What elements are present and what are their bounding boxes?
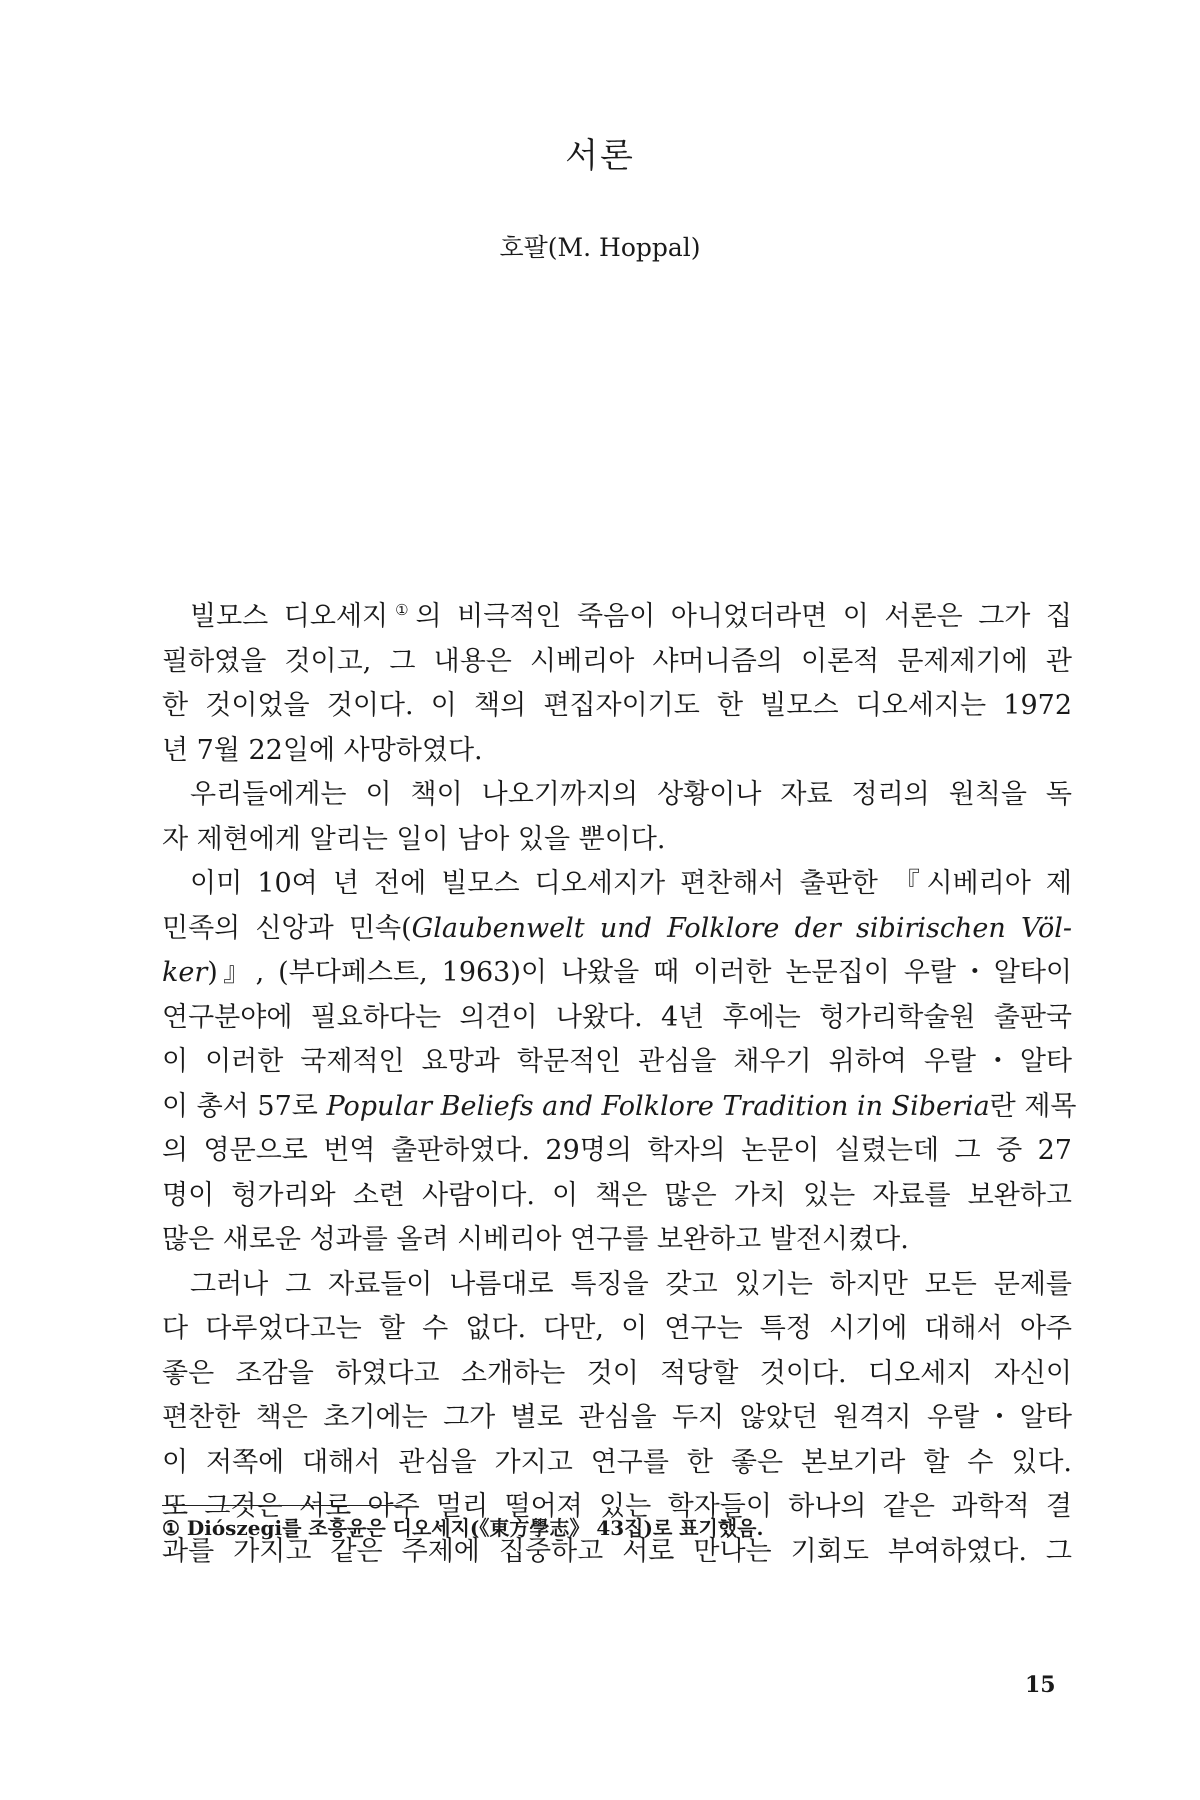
text-line: 자 제현에게 알리는 일이 남아 있을 뿐이다. [162,823,666,855]
italic-title: Popular Beliefs and Folklore Tradition in Siberia [326,1090,990,1122]
text-line: 좋은 조감을 하였다고 소개하는 것이 적당할 것이다. 디오세지 자신이 [162,1357,1072,1389]
text-line: 의 영문으로 번역 출판하였다. 29명의 학자의 논문이 실렸는데 그 중 27 [162,1135,1072,1166]
chapter-title: 서론 [565,136,635,176]
text-segment: 빌모스 디오세지 [190,601,389,632]
text-line: 편찬한 책은 초기에는 그가 별로 관심을 두지 않았던 원격지 우랄・알타 [162,1402,1072,1433]
author-line: 호팔(M. Hoppal) [499,233,701,262]
text-line: 많은 새로운 성과를 올려 시베리아 연구를 보완하고 발전시켰다. [162,1224,909,1255]
text-line: 또 그것은 서로 아주 멀리 떨어져 있는 학자들이 하나의 같은 과학적 결 [162,1491,1072,1522]
text-line: 이미 10여 년 전에 빌모스 디오세지가 편찬해서 출판한 『시베리아 제 [190,868,1072,899]
text-line: 명이 헝가리와 소련 사람이다. 이 책은 많은 가치 있는 자료를 보완하고 [162,1179,1072,1211]
text-line: 연구분야에 필요하다는 의견이 나왔다. 4년 후에는 헝가리학술원 출판국 [162,1001,1072,1033]
text-segment: )』, (부다페스트, 1963)이 나왔을 때 이러한 논문집이 우랄・알타이 [207,957,1072,988]
text-segment: 란 제목 [989,1090,1077,1122]
page-number: 15 [1025,1672,1056,1698]
text-line [162,907,1072,952]
text-line: 이 이러한 국제적인 요망과 학문적인 관심을 채우기 위하여 우랄・알타 [162,1046,1072,1077]
text-line: 한 것이었을 것이다. 이 책의 편집자이기도 한 빌모스 디오세지는 1972 [162,690,1072,721]
italic-title: Glaubenwelt und Folklore der sibirischen Völ- [411,912,1072,944]
body-text [162,595,1077,1574]
paragraph-3 [162,862,1077,1263]
text-line: 그러나 그 자료들이 나름대로 특징을 갖고 있기는 하지만 모든 문제를 [190,1268,1072,1300]
text-line [162,595,1072,640]
text-segment: 민족의 신앙과 민속( [162,912,412,944]
italic-title: ker [162,957,208,988]
text-segment: 의 비극적인 죽음이 아니었더라면 이 서론은 그가 집 [415,601,1073,632]
text-line: 다 다루었다고는 할 수 없다. 다만, 이 연구는 특정 시기에 대해서 아주 [162,1313,1072,1344]
text-line [162,951,1072,996]
text-line: 이 저쪽에 대해서 관심을 가지고 연구를 한 좋은 본보기라 할 수 있다. [162,1446,1072,1478]
text-line: 필하였을 것이고, 그 내용은 시베리아 샤머니즘의 이론적 문제제기에 관 [162,645,1072,677]
text-line: 년 7월 22일에 사망하였다. [162,734,483,766]
paragraph-1 [162,595,1072,773]
footnote-marker: ① [388,601,416,619]
text-segment: 이 총서 57로 [162,1090,327,1122]
paragraph-2 [162,773,1072,862]
footnote-divider [162,1505,402,1506]
text-line: 우리들에게는 이 책이 나오기까지의 상황이나 자료 정리의 원칙을 독 [190,779,1072,810]
text-line: 과를 가지고 같은 주제에 집중하고 서로 만나는 기회도 부여하였다. 그 [162,1535,1072,1567]
footnote: ① Diószegi를 조흥윤은 디오세지(《東方學志》 43집)로 표기했음. [162,1516,764,1540]
text-line [162,1085,1077,1130]
